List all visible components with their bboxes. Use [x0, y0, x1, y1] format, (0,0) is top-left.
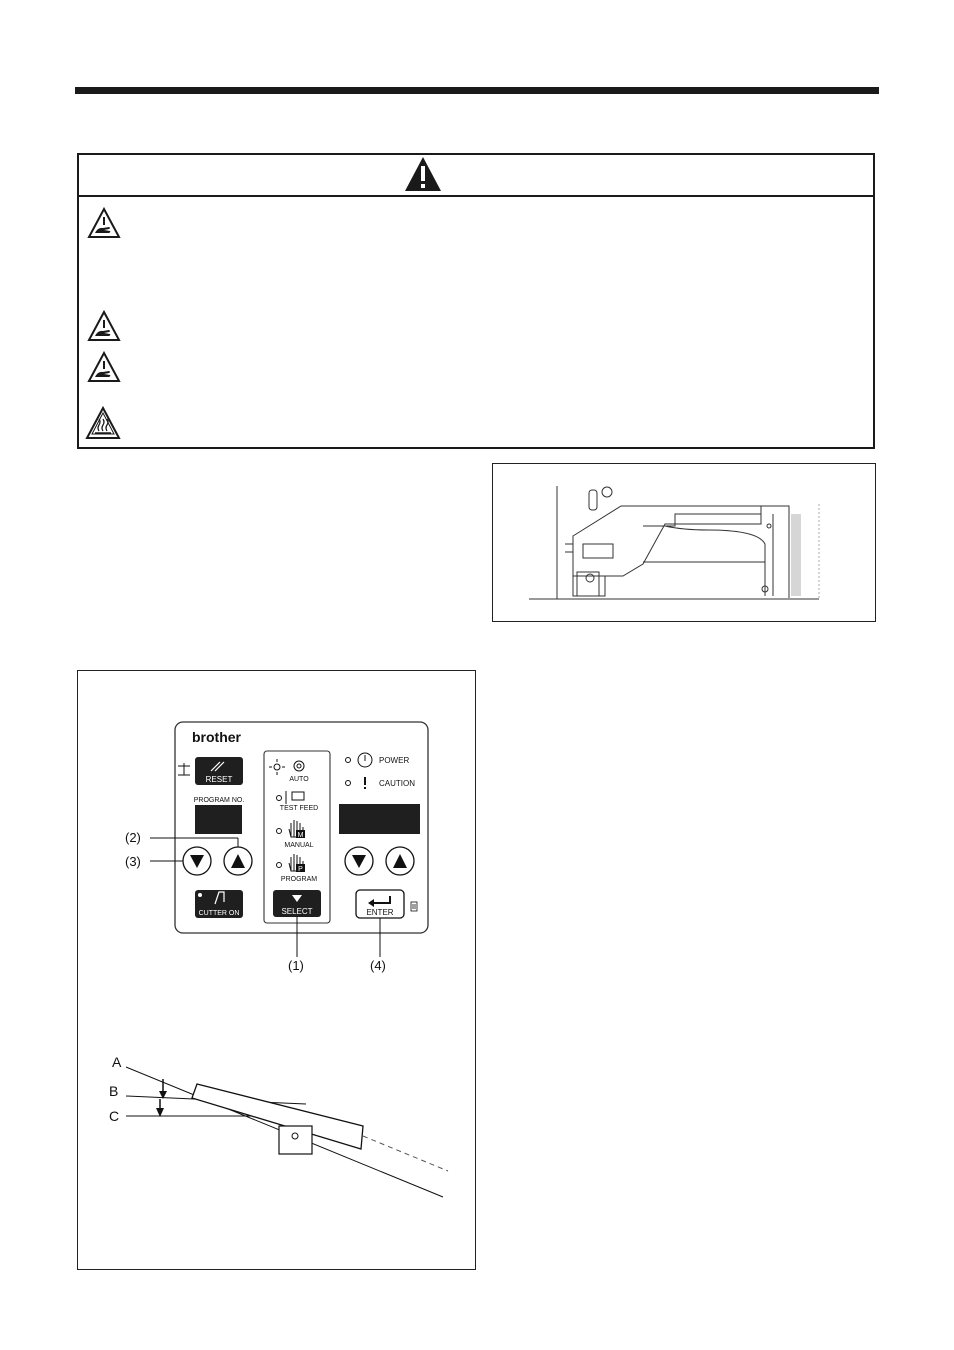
caution-icon: [364, 777, 366, 785]
test-feed-label: TEST FEED: [279, 805, 319, 812]
hot-surface-hazard-icon: [85, 406, 121, 440]
reset-label: RESET: [205, 775, 233, 784]
warning-triangle-icon: [403, 155, 443, 193]
cutter-on-label: CUTTER ON: [198, 910, 240, 917]
program-no-label: PROGRAM NO.: [193, 797, 245, 804]
select-label: SELECT: [281, 907, 313, 916]
machine-figure: [492, 463, 876, 622]
caution-label: CAUTION: [379, 779, 415, 788]
callout-4: (4): [370, 958, 386, 973]
label-c: C: [109, 1108, 120, 1124]
hand-pinch-hazard-icon: [87, 351, 121, 383]
auto-label: AUTO: [289, 776, 309, 783]
power-label: POWER: [379, 756, 410, 765]
manual-label: MANUAL: [284, 842, 314, 849]
program-no-display: [195, 805, 242, 834]
enter-label: ENTER: [366, 908, 394, 917]
caution-header: [79, 155, 873, 197]
header-rule: [75, 87, 879, 94]
manual-icon-letter: M: [297, 832, 304, 839]
label-b: B: [109, 1083, 119, 1099]
main-display: [339, 804, 420, 834]
operation-panel-figure: [77, 670, 476, 1270]
pedal-bracket: [279, 1126, 312, 1154]
label-a: A: [112, 1054, 122, 1070]
caution-box: [77, 153, 875, 449]
hand-pinch-hazard-icon: [87, 207, 121, 239]
sewing-machine-illustration: [493, 464, 877, 623]
callout-2: (2): [125, 830, 141, 845]
program-icon-letter: P: [298, 866, 303, 873]
hand-pinch-hazard-icon: [87, 310, 121, 342]
brand-logo: brother: [192, 729, 241, 745]
callout-3: (3): [125, 854, 141, 869]
operation-panel-illustration: [78, 671, 477, 1271]
program-label: PROGRAM: [280, 876, 318, 883]
callout-1: (1): [288, 958, 304, 973]
